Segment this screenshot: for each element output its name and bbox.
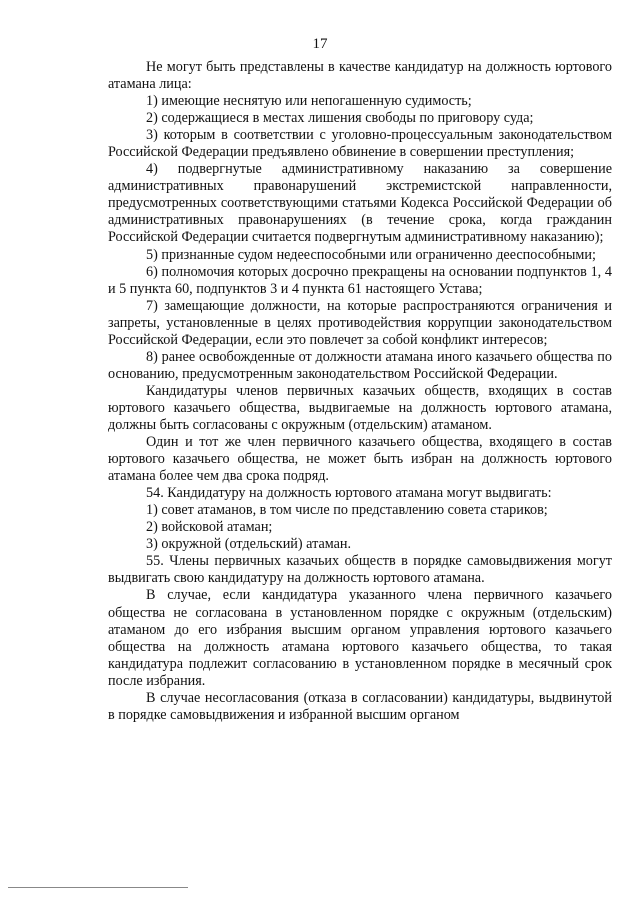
list-item-1: 1) имеющие неснятую или непогашенную судимость; xyxy=(146,93,472,110)
list-item-6: 6) полномочия которых досрочно прекращены на основании подпунктов 1, 4 и 5 пункта 60, подпунктов 3 и 4 пункта 61 настоящего Устава; xyxy=(108,263,612,297)
list-item-4: 4) подвергнутые административному наказанию за совершение административных правонарушений экстремистской направленности, предусмотренных соответствующими статьями Кодекса Российской Федерации об административных правонарушениях (в течение срока, когда гражданин Российской Федерации считается подвергнутым административному наказанию); xyxy=(108,161,612,246)
paragraph-intro: Не могут быть представлены в качестве кандидатур на должность юртового атамана лица: xyxy=(108,59,612,93)
clause-54: 54. Кандидатуру на должность юртового атамана могут выдвигать: xyxy=(146,485,552,502)
paragraph-non-approval-case: В случае, если кандидатура указанного члена первичного казачьего общества не согласована в установленном порядке с окружным (отдельским) атаманом до его избрания высшим органом управления юртового казачьего общества на должность атамана юртового казачьего общества, то такая кандидатура подлежит согласованию в установленном порядке в месячный срок после избрания. xyxy=(108,587,612,689)
footer-rule xyxy=(8,887,188,888)
list-item-5: 5) признанные судом недееспособными или ограниченно дееспособными; xyxy=(146,246,596,263)
document-body xyxy=(108,59,612,724)
clause-54-item-1: 1) совет атаманов, в том числе по представлению совета стариков; xyxy=(146,502,548,519)
list-item-3: 3) которым в соответствии с уголовно-процессуальным законодательством Российской Федерации предъявлено обвинение в совершении преступления; xyxy=(108,127,612,161)
paragraph-candidates-approval: Кандидатуры членов первичных казачьих обществ, входящих в состав юртового казачьего общества, выдвигаемые на должность юртового атамана, должны быть согласованы с окружным (отдельским) атаманом. xyxy=(108,382,612,433)
list-item-2: 2) содержащиеся в местах лишения свободы по приговору суда; xyxy=(146,110,534,127)
clause-54-item-2: 2) войсковой атаман; xyxy=(146,519,273,536)
page-number: 17 xyxy=(312,36,328,52)
list-item-8: 8) ранее освобожденные от должности атамана иного казачьего общества по основанию, предусмотренным законодательством Российской Федерации. xyxy=(108,348,612,382)
list-item-7: 7) замещающие должности, на которые распространяются ограничения и запреты, установленные в целях противодействия коррупции законодательством Российской Федерации, если это повлечет за собой конфликт интересов; xyxy=(108,297,612,348)
paragraph-term-limit: Один и тот же член первичного казачьего общества, входящего в состав юртового казачьего общества, не может быть избран на должность юртового атамана более чем два срока подряд. xyxy=(108,434,612,485)
paragraph-refusal-case: В случае несогласования (отказа в согласовании) кандидатуры, выдвинутой в порядке самовыдвижения и избранной высшим органом xyxy=(108,689,612,723)
clause-55: 55. Члены первичных казачьих обществ в порядке самовыдвижения могут выдвигать свою кандидатуру на должность юртового атамана. xyxy=(108,553,612,587)
clause-54-item-3: 3) окружной (отдельский) атаман. xyxy=(146,536,352,553)
